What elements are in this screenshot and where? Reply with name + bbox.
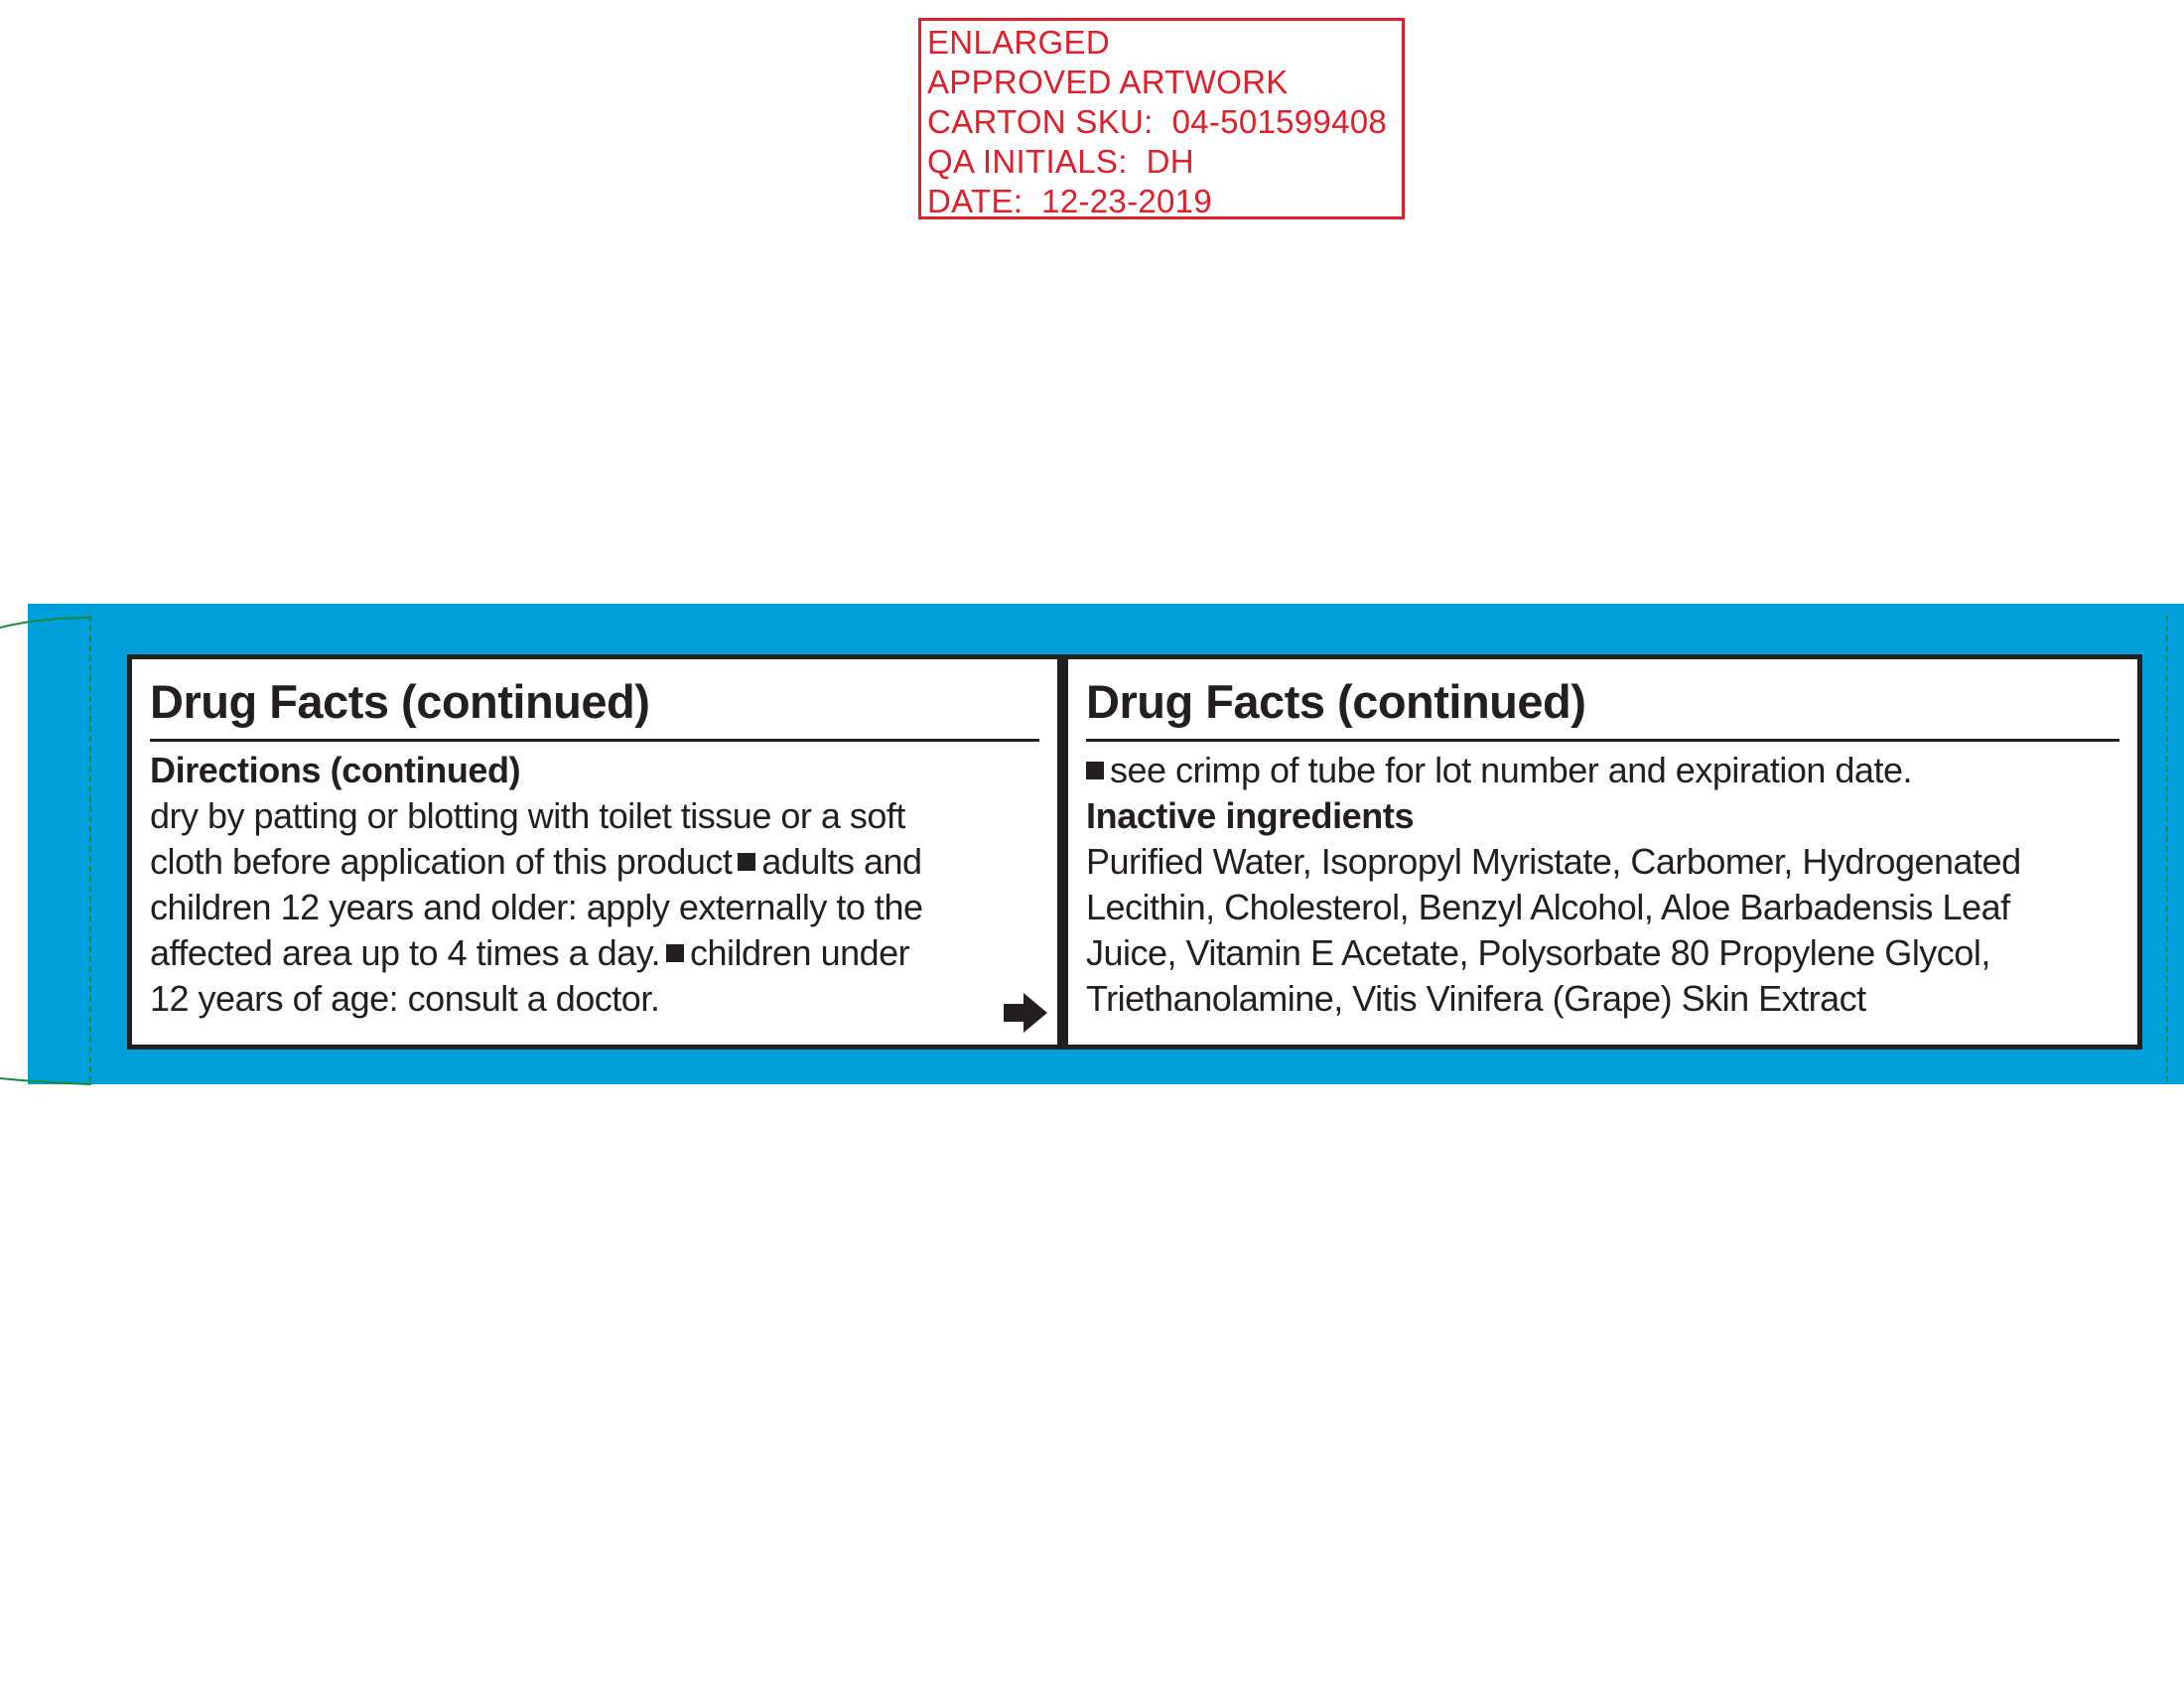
inactive-ingredients-text bbox=[1086, 839, 2119, 1022]
directions-line: 12 years of age: consult a doctor. bbox=[150, 978, 660, 1019]
directions-text-segment: children under bbox=[690, 932, 910, 973]
stamp-line-approved: APPROVED ARTWORK bbox=[927, 64, 1289, 100]
ingredients-line: Juice, Vitamin E Acetate, Polysorbate 80 Propylene Glycol, bbox=[1086, 932, 1990, 973]
panel-title: Drug Facts (continued) bbox=[1086, 671, 2119, 742]
bullet-square-icon bbox=[738, 853, 755, 871]
directions-text-segment: cloth before application of this product bbox=[150, 841, 733, 882]
directions-line: dry by patting or blotting with toilet tissue or a soft bbox=[150, 795, 905, 836]
right-arrow-icon bbox=[1004, 993, 1047, 1033]
directions-text-segment: affected area up to 4 times a day. bbox=[150, 932, 660, 973]
fold-line-right bbox=[2166, 616, 2168, 1082]
lot-number-line bbox=[1086, 748, 2119, 793]
bullet-square-icon bbox=[1086, 762, 1104, 779]
stamp-line-enlarged: ENLARGED bbox=[927, 24, 1110, 61]
fold-line-left bbox=[89, 616, 91, 1082]
ingredients-line: Lecithin, Cholesterol, Benzyl Alcohol, Aloe Barbadensis Leaf bbox=[1086, 887, 2010, 927]
lot-number-text: see crimp of tube for lot number and expiration date. bbox=[1110, 750, 1912, 790]
stamp-line-date: DATE: 12-23-2019 bbox=[927, 183, 1212, 219]
ingredients-line: Triethanolamine, Vitis Vinifera (Grape) Skin Extract bbox=[1086, 978, 1866, 1019]
directions-heading: Directions (continued) bbox=[150, 750, 521, 790]
panel-title: Drug Facts (continued) bbox=[150, 671, 1039, 742]
directions-line bbox=[150, 839, 1039, 885]
directions-line bbox=[150, 930, 1039, 976]
drug-facts-panel-right bbox=[1062, 654, 2142, 1050]
approval-stamp bbox=[918, 18, 1405, 219]
directions-text-segment: adults and bbox=[761, 841, 922, 882]
tube-edge-curve bbox=[0, 596, 99, 1092]
inactive-ingredients-heading: Inactive ingredients bbox=[1086, 795, 1415, 836]
stamp-line-qa: QA INITIALS: DH bbox=[927, 143, 1194, 180]
ingredients-line: Purified Water, Isopropyl Myristate, Carbomer, Hydrogenated bbox=[1086, 841, 2021, 882]
bullet-square-icon bbox=[666, 944, 684, 962]
stamp-line-sku: CARTON SKU: 04-501599408 bbox=[927, 103, 1388, 140]
directions-text bbox=[150, 793, 1039, 1022]
drug-facts-panel-left bbox=[127, 654, 1062, 1050]
directions-line: children 12 years and older: apply externally to the bbox=[150, 887, 923, 927]
